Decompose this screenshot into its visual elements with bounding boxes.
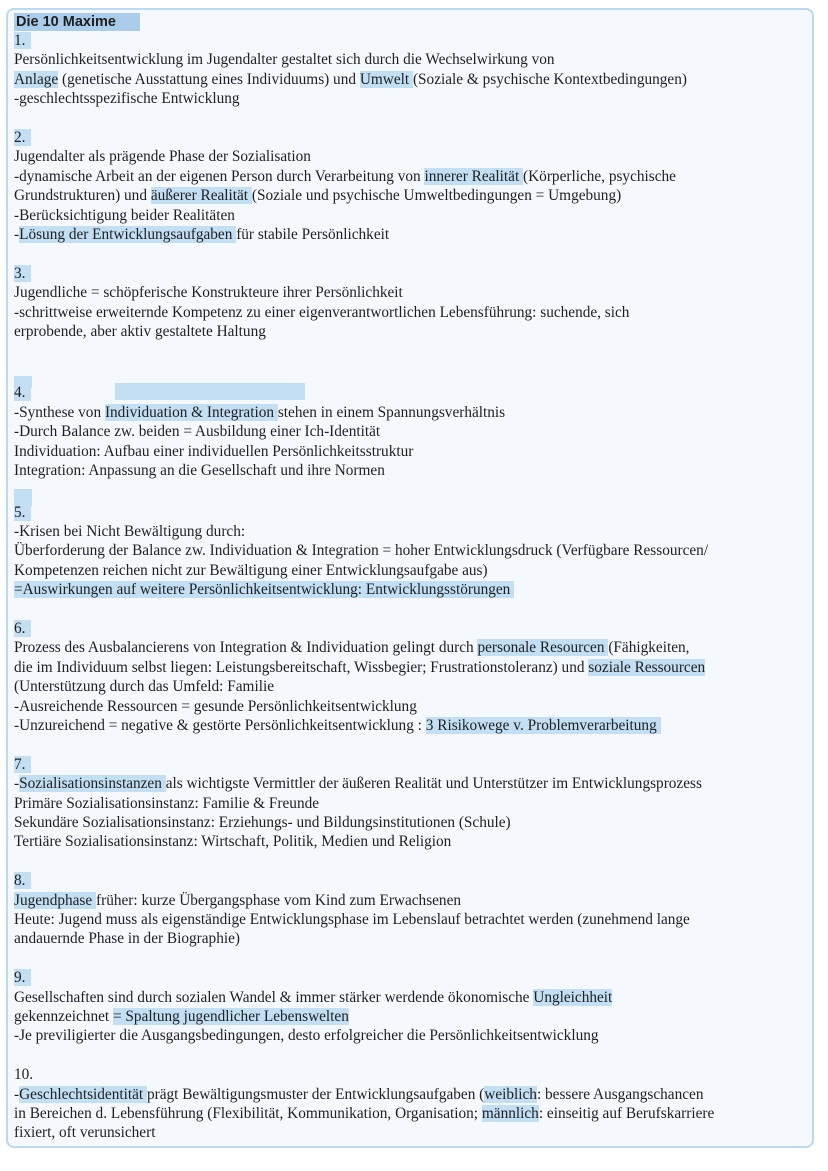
highlight: Geschlechtsidentität <box>19 1085 147 1103</box>
document-page <box>6 8 814 1148</box>
highlight: männlich <box>481 1105 539 1123</box>
blank-highlight <box>14 371 806 383</box>
highlight: äußerer Realität <box>150 187 252 205</box>
maxim-1-number: 1. <box>14 31 806 50</box>
maxim-6-line: die im Individuum selbst liegen: Leistungsbereitschaft, Wissbegier; Frustrationstoleranz) und soziale Ressourcen <box>14 658 706 676</box>
maxim-9-line: Gesellschaften sind durch sozialen Wandel & immer stärker werdende ökonomische Ungleichheit <box>14 988 613 1006</box>
maxim-5-line: -Krisen bei Nicht Bewältigung durch: <box>14 522 246 540</box>
highlight: personale Resourcen <box>477 639 609 657</box>
highlight: =Auswirkungen auf weitere Persönlichkeitsentwicklung: Entwicklungsstörungen <box>14 581 514 598</box>
maxim-7-line: Tertiäre Sozialisationsinstanz: Wirtschaft, Politik, Medien und Religion <box>14 833 452 851</box>
highlight: Ungleichheit <box>533 988 613 1006</box>
maxim-1-line: -geschlechtsspezifische Entwicklung <box>14 90 240 108</box>
maxim-8-line: Jugendphase früher: kurze Übergangsphase vom Kind zum Erwachsenen <box>14 891 462 909</box>
maxim-7-line: Primäre Sozialisationsinstanz: Familie & Freunde <box>14 794 320 812</box>
maxim-10-line: -Geschlechtsidentität prägt Bewältigungsmuster der Entwicklungsaufgaben (weiblich: bessere Ausgangschancen <box>14 1085 704 1103</box>
maxim-3-line: erprobende, aber aktiv gestaltete Haltung <box>14 323 266 341</box>
maxim-4-line: -Durch Balance zw. beiden = Ausbildung einer Ich-Identität <box>14 423 381 441</box>
maxim-2-line: Jugendalter als prägende Phase der Sozialisation <box>14 148 311 166</box>
maxim-4-number: 4. <box>14 383 806 402</box>
maxim-6-line: -Unzureichend = negative & gestörte Persönlichkeitsentwicklung : 3 Risikowege v. Problemverarbeitung <box>14 716 806 735</box>
maxim-10-line: fixiert, oft verunsichert <box>14 1124 156 1142</box>
highlight: soziale Ressourcen <box>588 658 706 676</box>
maxim-9-line: gekennzeichnet = Spaltung jugendlicher Lebenswelten <box>14 1008 349 1025</box>
maxim-6-line: -Ausreichende Ressourcen = gesunde Persönlichkeitsentwicklung <box>14 697 417 715</box>
highlight: Umwelt <box>359 70 413 88</box>
highlight: weiblich <box>484 1085 537 1103</box>
maxim-2-number: 2. <box>14 128 806 147</box>
maxim-7-line: Sekundäre Sozialisationsinstanz: Erziehungs- und Bildungsinstitutionen (Schule) <box>14 813 511 831</box>
maxim-2-line: Grundstrukturen) und äußerer Realität (Soziale und psychische Umweltbedingungen = Umgebung) <box>14 187 622 205</box>
highlight: Anlage <box>14 70 59 88</box>
maxim-8-number: 8. <box>14 871 806 890</box>
highlight: 3 Risikowege v. Problemverarbeitung <box>426 717 661 734</box>
maxim-10-number: 10. <box>14 1066 34 1084</box>
maxim-1-line: Anlage (genetische Ausstattung eines Individuums) und Umwelt (Soziale & psychische Kontextbedingungen) <box>14 70 687 88</box>
maxim-4-line: Individuation: Aufbau einer individuellen Persönlichkeitsstruktur <box>14 442 414 460</box>
maxim-9-line: -Je previligierter die Ausgangsbedingungen, desto erfolgreicher die Persönlichkeitsentwicklung <box>14 1027 599 1045</box>
highlight: Individuation & Integration <box>104 403 278 421</box>
maxim-5-line: Kompetenzen reichen nicht zur Bewältigung einer Entwicklungsaufgabe aus) <box>14 561 488 579</box>
maxim-4-line: -Synthese von Individuation & Integration stehen in einem Spannungsverhältnis <box>14 403 506 421</box>
maxim-4-line: Integration: Anpassung an die Gesellschaft und ihre Normen <box>14 462 385 480</box>
maxim-8-line: Heute: Jugend muss als eigenständige Entwicklungsphase im Lebenslauf betrachtet werden (zunehmend lange <box>14 910 690 928</box>
maxim-5-line: Überforderung der Balance zw. Individuation & Integration = hoher Entwicklungsdruck (Verfügbare Ressourcen/ <box>14 542 709 560</box>
maxim-2-line: -dynamische Arbeit an der eigenen Person durch Verarbeitung von innerer Realität (Körperliche, psychische <box>14 167 676 185</box>
maxim-7-line: -Sozialisationsinstanzen als wichtigste Vermittler der äußeren Realität und Unterstützer im Entwicklungsprozess <box>14 775 702 793</box>
highlight: Sozialisationsinstanzen <box>19 775 166 793</box>
highlight: Jugendphase <box>14 891 96 909</box>
maxim-6-line: (Unterstützung durch das Umfeld: Familie <box>14 678 274 696</box>
maxim-3-line: -schrittweise erweiternde Kompetenz zu einer eigenverantwortlichen Lebensführung: suchende, sich <box>14 303 630 321</box>
highlight: innerer Realität <box>424 167 524 185</box>
maxim-10-line: in Bereichen d. Lebensführung (Flexibilität, Kommunikation, Organisation; männlich: einseitig auf Berufskarriere <box>14 1105 715 1123</box>
maxim-8-line: andauernde Phase in der Biographie) <box>14 930 240 948</box>
maxim-6-number: 6. <box>14 619 806 638</box>
maxim-1-line: Persönlichkeitsentwicklung im Jugendalter gestaltet sich durch die Wechselwirkung von <box>14 51 555 69</box>
page-title: Die 10 Maxime <box>14 13 140 31</box>
highlight: Lösung der Entwicklungsaufgaben <box>19 226 237 244</box>
maxim-3-line: Jugendliche = schöpferische Konstrukteure ihrer Persönlichkeit <box>14 284 403 302</box>
maxim-7-number: 7. <box>14 755 806 774</box>
maxim-2-line: -Lösung der Entwicklungsaufgaben für stabile Persönlichkeit <box>14 226 390 244</box>
maxim-9-number: 9. <box>14 968 806 987</box>
maxim-3-number: 3. <box>14 264 806 283</box>
maxim-5-number: 5. <box>14 503 806 522</box>
maxim-6-line: Prozess des Ausbalancierens von Integration & Individuation gelingt durch personale Resourcen (Fähigkeiten, <box>14 639 690 657</box>
highlight: = Spaltung jugendlicher Lebenswelten <box>112 1008 349 1025</box>
blank-highlight <box>14 481 806 503</box>
maxim-2-line: -Berücksichtigung beider Realitäten <box>14 206 235 224</box>
maxim-5-line <box>14 580 806 599</box>
